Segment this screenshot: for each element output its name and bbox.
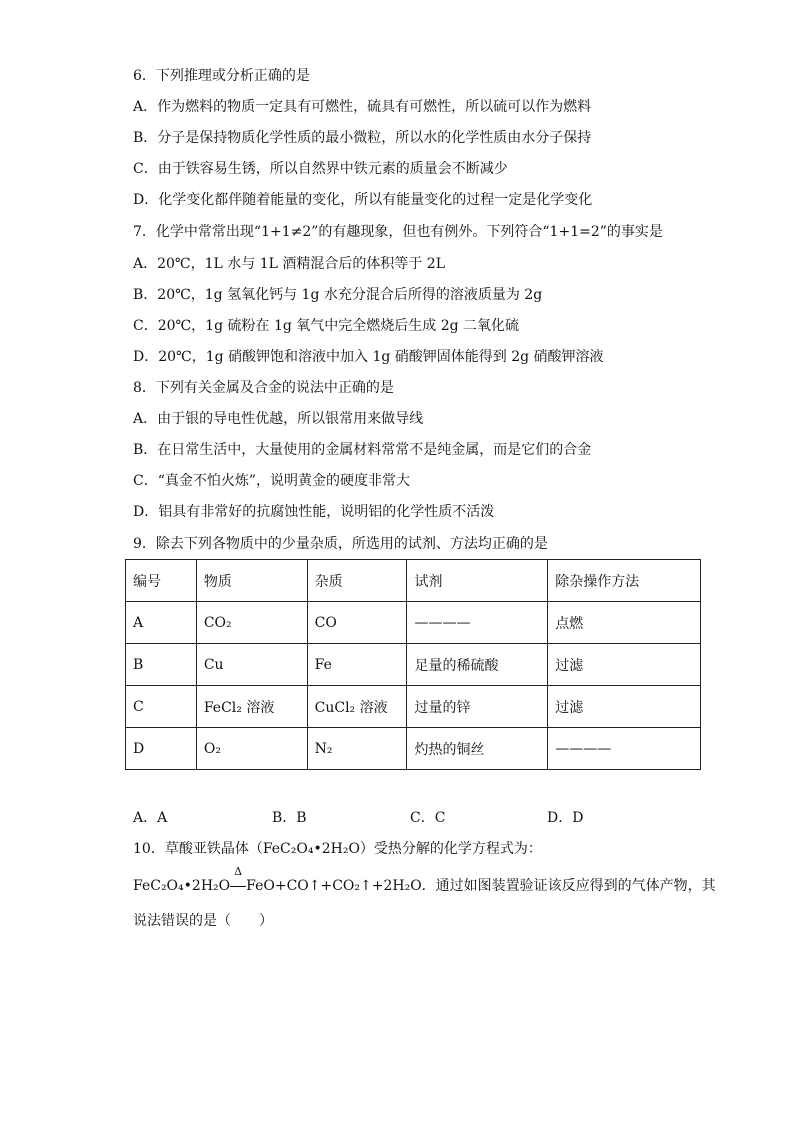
- q7-stem: 7．化学中常常出现“1+1≠2”的有趣现象，但也有例外。下列符合“1+1=2”的事实是: [133, 224, 663, 240]
- table-cell: FeCl₂ 溶液: [196, 686, 307, 728]
- q6-option-a: A．作为燃料的物质一定具有可燃性，硫具有可燃性，所以硫可以作为燃料: [133, 99, 592, 115]
- q10-question: 说法错误的是（ ）: [133, 913, 273, 929]
- q9-choice-d: D．D: [547, 810, 584, 826]
- table-header-cell: 除杂操作方法: [548, 560, 701, 602]
- q6-option-b: B．分子是保持物质化学性质的最小微粒，所以水的化学性质由水分子保持: [133, 130, 592, 146]
- table-cell: 灼热的铜丝: [407, 728, 548, 770]
- table-row: [126, 602, 701, 644]
- equation-reactant: FeC₂O₄•2H₂O: [133, 878, 231, 894]
- table-cell: N₂: [307, 728, 407, 770]
- table-cell: 过滤: [548, 644, 701, 686]
- q6-option-c: C．由于铁容易生锈，所以自然界中铁元素的质量会不断减少: [133, 161, 508, 177]
- q10-equation: [133, 865, 716, 895]
- q8-stem: 8．下列有关金属及合金的说法中正确的是: [133, 380, 394, 396]
- table-cell: CuCl₂ 溶液: [307, 686, 407, 728]
- q7-option-d: D．20℃，1g 硝酸钾饱和溶液中加入 1g 硝酸钾固体能得到 2g 硝酸钾溶液: [133, 349, 604, 365]
- q7-option-c: C．20℃，1g 硫粉在 1g 氧气中完全燃烧后生成 2g 二氧化硫: [133, 318, 520, 334]
- q6-stem: 6．下列推理或分析正确的是: [133, 68, 310, 84]
- table-cell: O₂: [196, 728, 307, 770]
- equals-line: [230, 886, 246, 887]
- q9-choice-c: C．C: [410, 810, 446, 826]
- table-cell: CO₂: [196, 602, 307, 644]
- table-cell: Fe: [307, 644, 407, 686]
- table-header-cell: 试剂: [407, 560, 548, 602]
- table-cell: 过滤: [548, 686, 701, 728]
- table-cell: 点燃: [548, 602, 701, 644]
- table-row: [126, 728, 701, 770]
- table-cell: 过量的锌: [407, 686, 548, 728]
- q9-stem: 9．除去下列各物质中的少量杂质，所选用的试剂、方法均正确的是: [133, 536, 548, 552]
- delta-symbol: Δ: [234, 865, 243, 878]
- q7-option-b: B．20℃，1g 氢氧化钙与 1g 水充分混合后所得的溶液质量为 2g: [133, 287, 543, 303]
- table-cell: C: [126, 686, 197, 728]
- q6-option-d: D．化学变化都伴随着能量的变化，所以有能量变化的过程一定是化学变化: [133, 192, 593, 208]
- table-header-cell: 编号: [126, 560, 197, 602]
- q9-table: [125, 559, 701, 770]
- q9-choice-a: A．A: [133, 810, 168, 826]
- table-row: [126, 686, 701, 728]
- table-row: [126, 644, 701, 686]
- table-cell: ————: [548, 728, 701, 770]
- q10-stem: 10．草酸亚铁晶体（FeC₂O₄•2H₂O）受热分解的化学方程式为：: [133, 841, 542, 857]
- q8-option-c: C．“真金不怕火炼”，说明黄金的硬度非常大: [133, 473, 411, 489]
- table-header-row: [126, 560, 701, 602]
- equation-products: FeO+CO↑+CO₂↑+2H₂O．通过如图装置验证该反应得到的气体产物，其: [246, 878, 716, 894]
- q8-option-a: A．由于银的导电性优越，所以银常用来做导线: [133, 411, 424, 427]
- table-cell: CO: [307, 602, 407, 644]
- table-cell: D: [126, 728, 197, 770]
- q9-choice-b: B．B: [272, 810, 307, 826]
- table-cell: Cu: [196, 644, 307, 686]
- table-cell: A: [126, 602, 197, 644]
- heat-condition-arrow: [230, 865, 246, 895]
- table-header-cell: 杂质: [307, 560, 407, 602]
- table-header-cell: 物质: [196, 560, 307, 602]
- table-cell: B: [126, 644, 197, 686]
- q8-option-b: B．在日常生活中，大量使用的金属材料常常不是纯金属，而是它们的合金: [133, 442, 592, 458]
- q7-option-a: A．20℃，1L 水与 1L 酒精混合后的体积等于 2L: [133, 256, 445, 272]
- q8-option-d: D．铝具有非常好的抗腐蚀性能，说明铝的化学性质不活泼: [133, 504, 495, 520]
- table-cell: ————: [407, 602, 548, 644]
- table-cell: 足量的稀硫酸: [407, 644, 548, 686]
